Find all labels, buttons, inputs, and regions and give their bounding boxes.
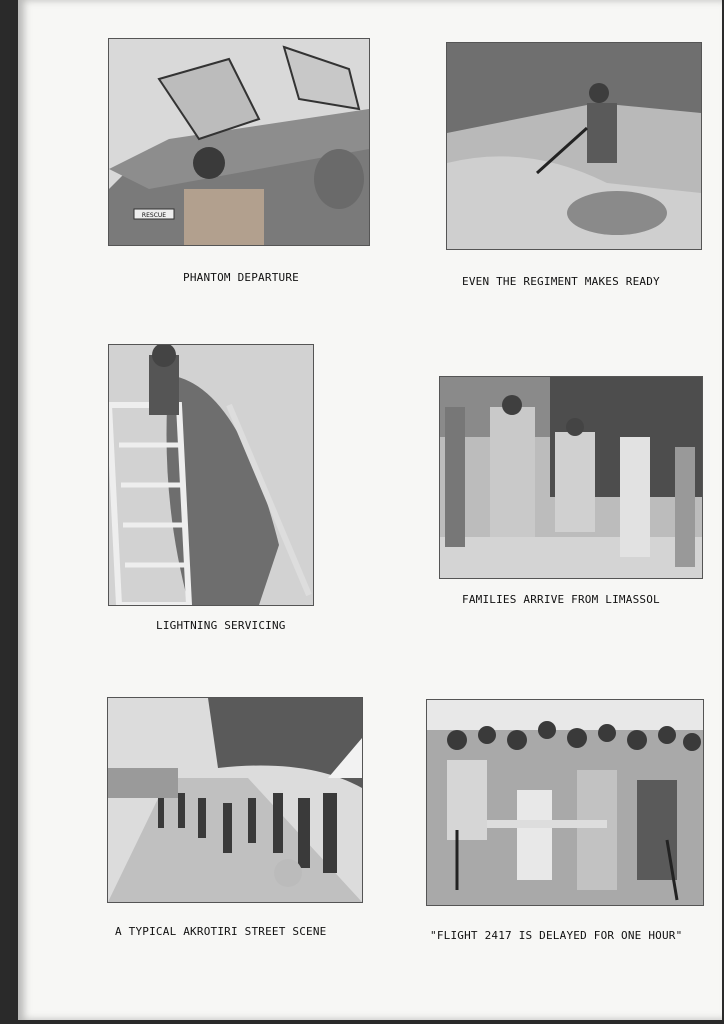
caption-street-scene: A TYPICAL AKROTIRI STREET SCENE (115, 925, 327, 938)
photo-street-scene (107, 697, 363, 903)
photo-lightning-servicing (108, 344, 314, 606)
caption-families-arrive: FAMILIES ARRIVE FROM LIMASSOL (462, 593, 660, 606)
photo-families-arrive (439, 376, 703, 579)
caption-flight-delayed: "FLIGHT 2417 IS DELAYED FOR ONE HOUR" (430, 929, 683, 942)
caption-phantom-departure: PHANTOM DEPARTURE (183, 271, 299, 284)
caption-lightning-servicing: LIGHTNING SERVICING (156, 619, 286, 632)
caption-regiment: EVEN THE REGIMENT MAKES READY (462, 275, 660, 288)
rescue-decal: RESCUE (141, 212, 167, 219)
photo-flight-delayed (426, 699, 704, 906)
photo-phantom-departure (108, 38, 370, 246)
yearbook-page (18, 0, 722, 1020)
photo-regiment (446, 42, 702, 250)
